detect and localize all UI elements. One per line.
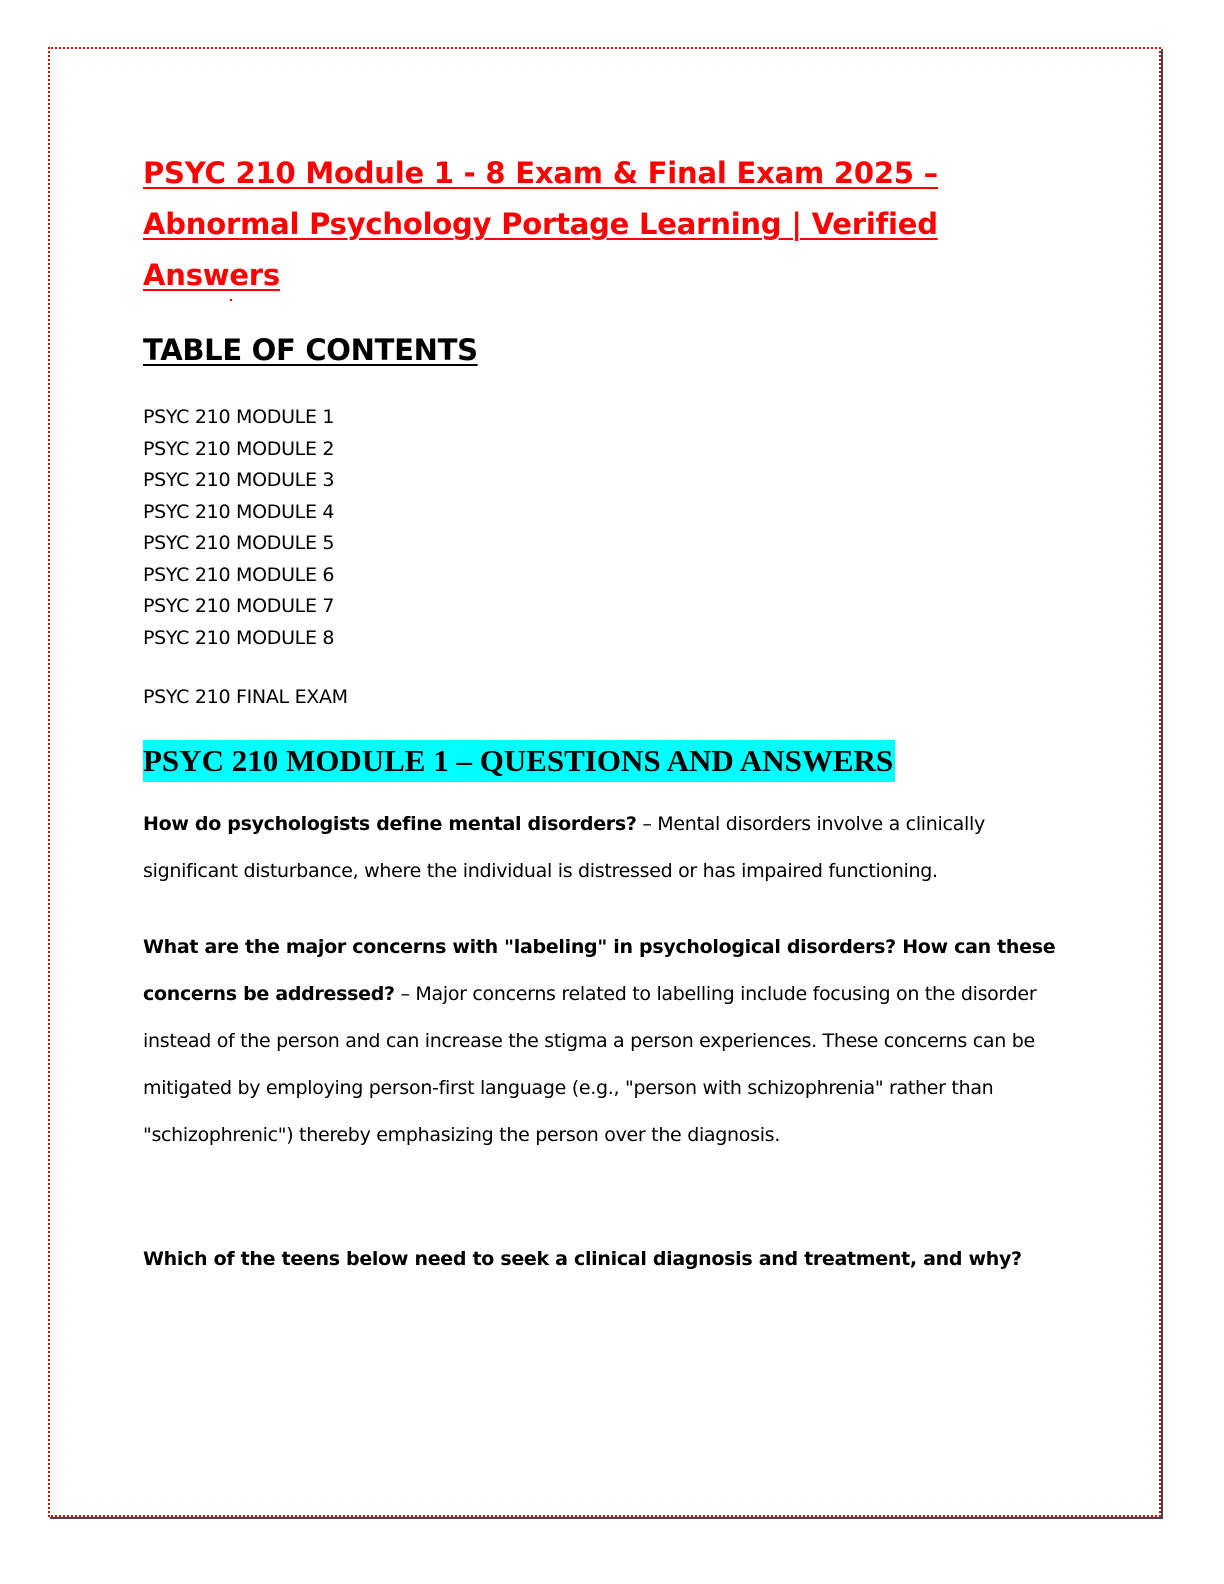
question-text: How do psychologists define mental disorders? (143, 813, 637, 835)
toc-item-module-3: PSYC 210 MODULE 3 (143, 469, 335, 491)
toc-item-module-2: PSYC 210 MODULE 2 (143, 437, 335, 460)
toc-item-module-7: PSYC 210 MODULE 7 (143, 595, 335, 617)
question-text: Which of the teens below need to seek a clinical diagnosis and treatment, and why? (143, 1248, 1022, 1270)
toc-item-module-8: PSYC 210 MODULE 8 (143, 626, 335, 649)
qa-item-1 (143, 801, 1078, 895)
qa-item-2 (143, 924, 1078, 1159)
toc-heading: TABLE OF CONTENTS (143, 333, 478, 367)
toc-item-module-6: PSYC 210 MODULE 6 (143, 563, 335, 586)
document-title: PSYC 210 Module 1 - 8 Exam & Final Exam 2025 – Abnormal Psychology Portage Learning | Verified Answers (143, 156, 938, 292)
toc-item-module-5: PSYC 210 MODULE 5 (143, 532, 335, 554)
toc-item-module-1: PSYC 210 MODULE 1 (143, 406, 335, 428)
answer-text: – Major concerns related to labelling include focusing on the disorder instead of the person and can increase the stigma a person experiences. These concerns can be mitigated by employing person-first language (e.g., "person with schizophrenia" rather than "schizophrenic") thereby emphasizing the person over the diagnosis. (143, 983, 1037, 1146)
section-heading-module-1: PSYC 210 MODULE 1 – QUESTIONS AND ANSWERS (143, 740, 895, 782)
toc-item-module-4: PSYC 210 MODULE 4 (143, 500, 335, 523)
red-dot-mark (230, 299, 232, 301)
qa-item-3 (143, 1236, 1078, 1283)
answer-text: – Mental disorders involve a clinically significant disturbance, where the individual is distressed or has impaired functioning. (143, 813, 985, 882)
toc-list (143, 402, 334, 654)
question-text: What are the major concerns with "labeling" in psychological disorders? How can these concerns be addressed? (143, 936, 1056, 1005)
toc-item-final-exam: PSYC 210 FINAL EXAM (143, 686, 348, 708)
